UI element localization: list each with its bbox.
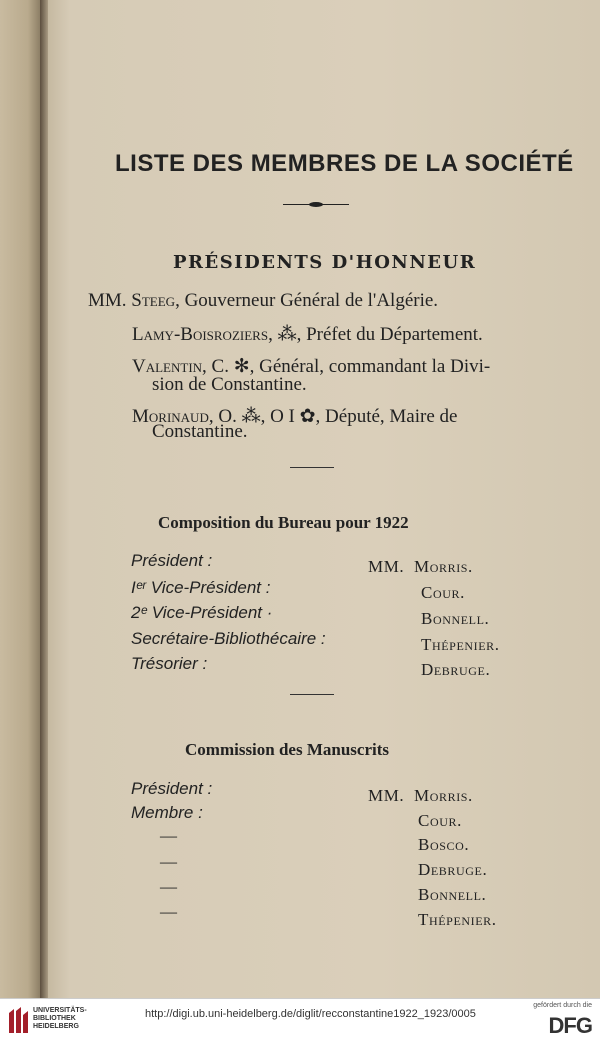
page-title: LISTE DES MEMBRES DE LA SOCIÉTÉ [115,150,574,177]
bureau-heading: Composition du Bureau pour 1922 [158,513,409,532]
bureau-member: MM. Morris. [368,557,473,576]
bureau-member: Debruge. [421,660,491,679]
honneur-line-3-cont: sion de Constantine. [152,374,307,395]
honneur-line-1: MM. Steeg, Gouverneur Général de l'Algérie. [88,290,439,311]
ditto-dash: — [160,852,177,871]
left-page-edge [0,0,40,998]
section-rule [290,694,334,695]
commission-member: Cour. [418,811,462,830]
honneur-line-2: Lamy-Boisroziers, ⁂, Préfet du Département. [132,324,483,345]
ditto-dash: — [160,877,177,896]
honneur-line-4: Morinaud, O. ⁂, O I ✿, Député, Maire de [132,406,458,427]
ornament-divider [283,202,349,208]
bureau-member: Cour. [421,583,465,602]
honneur-line-3: Valentin, C. ✻, Général, commandant la Divi- [132,356,491,377]
book-gutter [40,0,48,998]
commission-member: Bosco. [418,835,470,854]
dfg-logo: DFG [548,1013,592,1038]
bureau-member: Bonnell. [421,609,490,628]
university-library-logo-icon [6,1005,30,1035]
bureau-role: Président : [131,551,213,570]
bureau-role: 2ᵉ Vice-Président · [131,603,273,622]
commission-role: Membre : [131,803,203,822]
honneur-heading: PRÉSIDENTS D'HONNEUR [173,252,477,273]
bureau-member: Thépenier. [421,635,500,654]
commission-member: Debruge. [418,860,488,879]
library-name: UNIVERSITÄTS- BIBLIOTHEK HEIDELBERG [33,1007,87,1030]
viewer-footer [0,998,600,1043]
ditto-dash: — [160,902,177,921]
commission-role: Président : [131,779,213,798]
commission-member: Bonnell. [418,885,487,904]
commission-member: MM. Morris. [368,786,473,805]
sponsor-label: gefördert durch die [533,1002,592,1009]
honneur-line-4-cont: Constantine. [152,421,248,442]
bureau-role: Iᵉʳ Vice-Président : [131,578,271,597]
commission-heading: Commission des Manuscrits [185,740,390,759]
section-rule [290,467,334,468]
commission-member: Thépenier. [418,910,497,929]
ditto-dash: — [160,826,177,845]
bureau-role: Trésorier : [131,654,208,673]
permalink[interactable]: http://digi.ub.uni-heidelberg.de/diglit/recconstantine1922_1923/0005 [145,1008,476,1020]
bureau-role: Secrétaire-Bibliothécaire : [131,629,326,648]
